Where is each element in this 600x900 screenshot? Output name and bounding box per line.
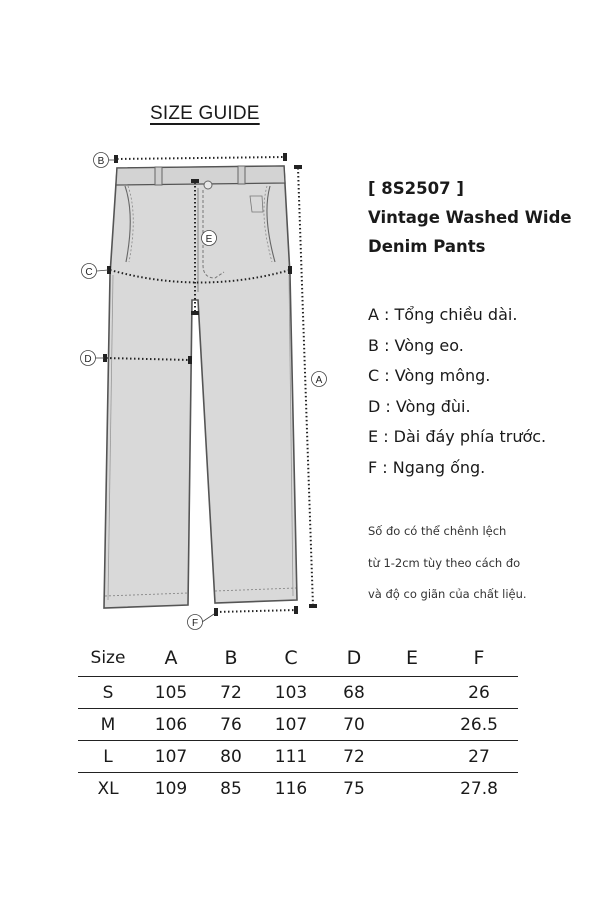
cell-size: XL (78, 773, 138, 805)
cell-c: 111 (258, 741, 324, 773)
waistband (116, 166, 285, 185)
header-d: D (346, 647, 362, 669)
cell-d: 72 (324, 741, 384, 773)
svg-text:A: A (315, 375, 323, 386)
cell-size: L (78, 741, 138, 773)
cell-d: 68 (324, 677, 384, 709)
cell-a: 109 (138, 773, 204, 805)
cell-f: 26.5 (440, 709, 518, 741)
cell-a: 107 (138, 741, 204, 773)
table-row (78, 677, 518, 709)
cell-a: 105 (138, 677, 204, 709)
cell-e (384, 741, 440, 773)
note-line: từ 1-2cm tùy theo cách đo (368, 555, 521, 570)
label-a-marker (312, 372, 327, 387)
cell-b: 80 (204, 741, 258, 773)
cell-b: 76 (204, 709, 258, 741)
product-name-line2: Denim Pants (368, 237, 486, 256)
product-name-line1: Vintage Washed Wide (368, 208, 572, 227)
belt-loop-right (238, 166, 245, 184)
header-size: Size (90, 648, 126, 668)
legend-item-c: C : Vòng mông. (368, 366, 491, 385)
cell-c: 116 (258, 773, 324, 805)
cell-d: 75 (324, 773, 384, 805)
svg-text:C: C (85, 267, 93, 278)
table-row (78, 709, 518, 741)
measurement-note (368, 516, 527, 611)
legend-item-f: F : Ngang ống. (368, 457, 486, 477)
legend-item-e: E : Dài đáy phía trước. (368, 427, 547, 446)
cell-c: 107 (258, 709, 324, 741)
product-info (368, 174, 572, 261)
cell-a: 106 (138, 709, 204, 741)
table-row (78, 741, 518, 773)
legend-item-a: A : Tổng chiều dài. (368, 305, 518, 324)
label-c-marker (82, 264, 97, 279)
table-header-row (78, 640, 518, 677)
header-f: F (473, 647, 485, 669)
legend-item-d: D : Vòng đùi. (368, 396, 471, 416)
cell-e (384, 709, 440, 741)
size-table (78, 640, 518, 804)
cell-f: 26 (440, 677, 518, 709)
svg-text:B: B (97, 156, 105, 167)
measurement-legend (368, 300, 546, 483)
size-guide-title: SIZE GUIDE (150, 103, 260, 124)
cell-d: 70 (324, 709, 384, 741)
note-line: Số đo có thể chênh lệch (368, 524, 507, 538)
cell-f: 27.8 (440, 773, 518, 805)
legend-item-b: B : Vòng eo. (368, 335, 464, 355)
header-e: E (405, 647, 418, 669)
label-f-marker (188, 615, 203, 630)
svg-text:E: E (205, 234, 213, 245)
cell-b: 72 (204, 677, 258, 709)
label-e-marker (202, 231, 217, 246)
belt-loop-left (155, 167, 162, 185)
label-b-marker (94, 153, 109, 168)
cell-c: 103 (258, 677, 324, 709)
cell-e (384, 677, 440, 709)
product-code: [ 8S2507 ] (368, 179, 464, 198)
cell-b: 85 (204, 773, 258, 805)
table-row (78, 773, 518, 805)
cell-e (384, 773, 440, 805)
cell-size: M (78, 709, 138, 741)
svg-text:F: F (191, 618, 199, 629)
note-line: và độ co giãn của chất liệu. (368, 587, 527, 601)
header-b: B (224, 647, 238, 669)
header-c: C (284, 647, 298, 669)
pants-outline (104, 166, 297, 608)
label-d-marker (81, 351, 96, 366)
button-icon (204, 181, 212, 189)
cell-size: S (78, 677, 138, 709)
header-a: A (164, 647, 178, 669)
svg-text:D: D (84, 354, 92, 365)
cell-f: 27 (440, 741, 518, 773)
